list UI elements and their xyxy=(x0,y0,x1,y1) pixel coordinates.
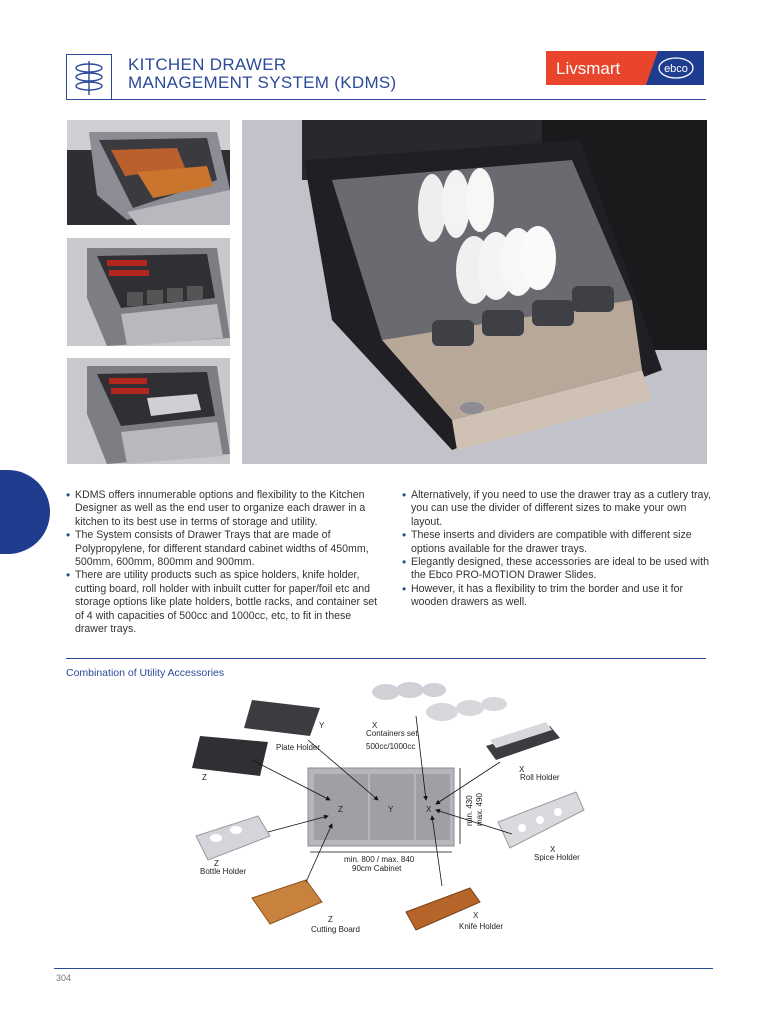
main-photo-drawer xyxy=(242,120,707,464)
page-title xyxy=(128,56,397,92)
tray-cell-z: Z xyxy=(338,805,343,814)
header-divider xyxy=(66,99,706,100)
spice-holder-label: Spice Holder xyxy=(534,853,580,862)
section-icon xyxy=(66,54,112,100)
brand-logo xyxy=(546,51,704,85)
roll-holder-letter: X xyxy=(519,765,525,774)
z-mark: Z xyxy=(202,773,207,782)
list-item: • KDMS offers innumerable options and flexibility to the Kitchen Designer as well as the end user to organize each drawer in a kitchen to its best use in terms of storage and utility. xyxy=(66,489,380,529)
roll-holder-image xyxy=(486,722,560,760)
spice-holder-image xyxy=(498,792,584,848)
knife-holder-letter: X xyxy=(473,911,479,920)
list-item: • There are utility products such as spice holders, knife holder, cutting board, roll holder with inbuilt cutter for paper/foil etc and storage options like plate holders, bottle racks, and container set of 4 with capacities of 500cc and 1000cc, etc, to fit in these drawer trays. xyxy=(66,569,380,636)
plate-holder-label: Plate Holder xyxy=(276,743,321,752)
section-subtitle: Combination of Utility Accessories xyxy=(66,667,225,679)
roll-holder-label: Roll Holder xyxy=(520,773,560,782)
depth-max-label: max. 490 xyxy=(475,793,484,826)
cutting-board-letter: Z xyxy=(328,915,333,924)
brand-name-right: ebco xyxy=(664,63,688,75)
plate-holder-image xyxy=(192,700,320,776)
depth-min-label: min. 430 xyxy=(465,795,474,826)
list-item: • These inserts and dividers are compatible with different size options available for the drawer trays. xyxy=(402,529,714,556)
list-item: • However, it has a flexibility to trim the border and use it for wooden drawers as well. xyxy=(402,583,714,610)
containers-label: Containers set xyxy=(366,729,418,738)
cutting-board-label: Cutting Board xyxy=(311,925,360,934)
bottle-holder-letter: Z xyxy=(214,859,219,868)
thumbnail-photo-bottle-rack xyxy=(67,238,230,346)
containers-capacity: 500cc/1000cc xyxy=(366,742,416,751)
containers-letter: X xyxy=(372,721,378,730)
section-divider xyxy=(66,658,706,659)
list-item: • Elegantly designed, these accessories are ideal to be used with the Ebco PRO-MOTION Drawer Slides. xyxy=(402,556,714,583)
cabinet-label: 90cm Cabinet xyxy=(352,864,402,873)
width-label: min. 800 / max. 840 xyxy=(344,855,415,864)
right-text-column xyxy=(402,489,714,610)
thumbnail-photo-cutting-board xyxy=(67,120,230,225)
page-number: 304 xyxy=(56,973,72,983)
left-text-column xyxy=(66,489,380,636)
cutting-board-image xyxy=(252,880,322,924)
title-line-2: MANAGEMENT SYSTEM (KDMS) xyxy=(128,73,397,92)
brand-name-left: Livsmart xyxy=(556,59,621,78)
accessories-diagram xyxy=(180,676,600,938)
bottle-holder-image xyxy=(196,816,270,860)
bottle-holder-label: Bottle Holder xyxy=(200,867,247,876)
knife-holder-label: Knife Holder xyxy=(459,922,504,931)
title-line-1: KITCHEN DRAWER xyxy=(128,55,287,74)
plate-holder-letter: Y xyxy=(319,721,325,730)
list-item: • The System consists of Drawer Trays that are made of Polypropylene, for different standard cabinet widths of 450mm, 500mm, 600mm, 800mm and 900mm. xyxy=(66,529,380,569)
drawer-tray xyxy=(308,768,454,846)
tray-cell-x: X xyxy=(426,805,432,814)
containers-image xyxy=(372,682,507,721)
list-item: • Alternatively, if you need to use the drawer tray as a cutlery tray, you can use the divider of different sizes to make your own layout. xyxy=(402,489,714,529)
tray-cell-y: Y xyxy=(388,805,394,814)
spice-holder-letter: X xyxy=(550,845,556,854)
side-tab-marker xyxy=(0,470,50,554)
footer-divider xyxy=(54,968,713,969)
thumbnail-photo-spice-holder xyxy=(67,358,230,464)
